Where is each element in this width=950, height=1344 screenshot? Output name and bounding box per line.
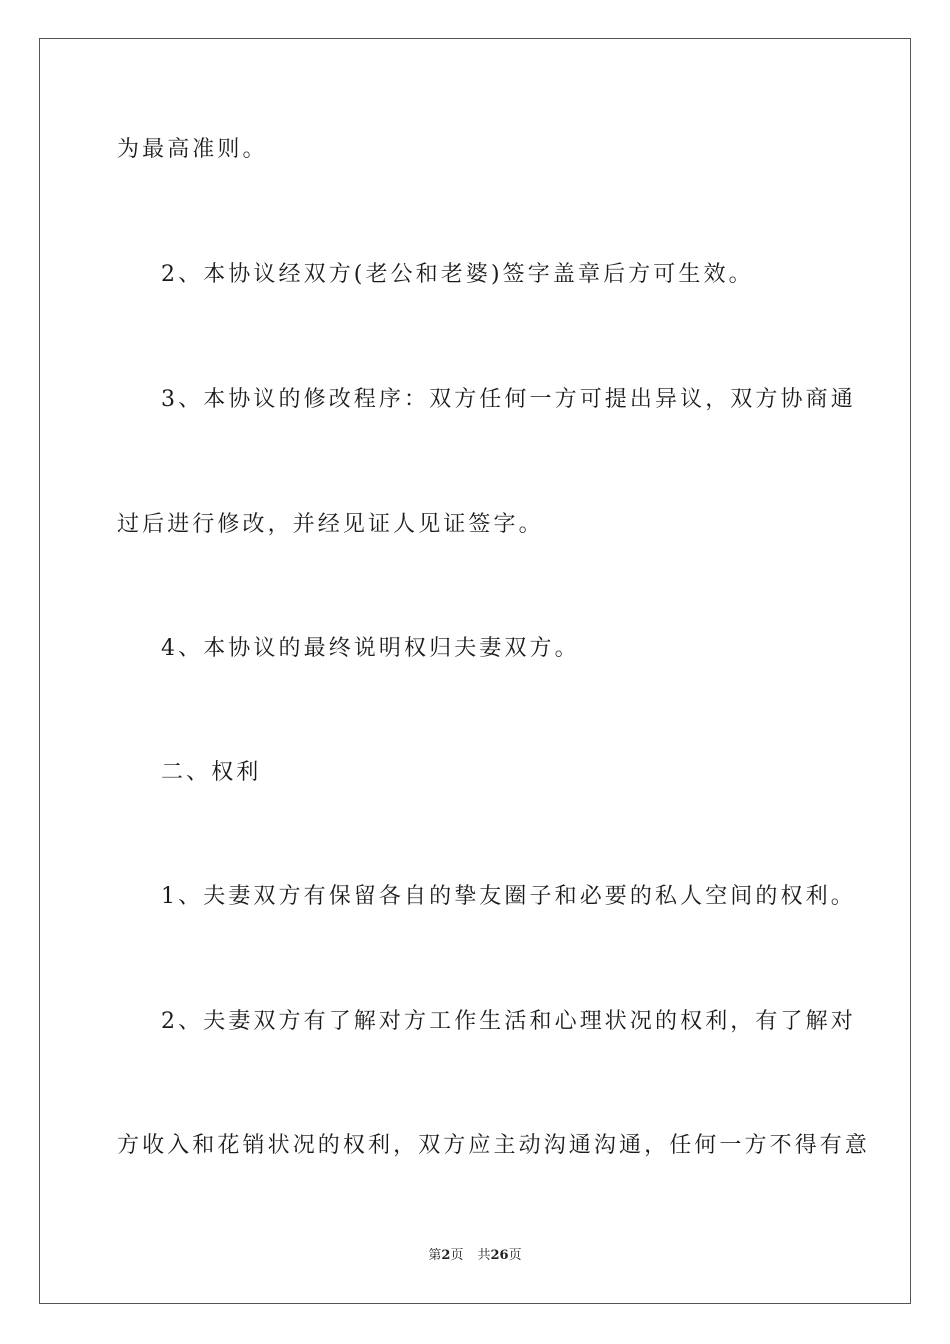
text-line-9: 方收入和花销状况的权利，双方应主动沟通沟通，任何一方不得有意 [117, 1133, 871, 1158]
total-pages: 26 [490, 1248, 509, 1263]
text-line-3: 3、本协议的修改程序：双方任何一方可提出异议，双方协商通 [161, 387, 856, 412]
total-prefix: 共 [477, 1248, 491, 1263]
text-line-5: 4、本协议的最终说明权归夫妻双方。 [161, 636, 580, 661]
page-suffix: 页 [450, 1248, 464, 1263]
page-frame [39, 38, 911, 1304]
page-number: 2 [441, 1248, 451, 1263]
text-line-7: 1、夫妻双方有保留各自的挚友圈子和必要的私人空间的权利。 [161, 884, 856, 909]
text-line-1: 为最高准则。 [117, 137, 268, 162]
total-suffix: 页 [508, 1248, 522, 1263]
page-footer [0, 1247, 950, 1265]
text-line-4: 过后进行修改，并经见证人见证签字。 [117, 512, 544, 537]
text-line-2: 2、本协议经双方(老公和老婆)签字盖章后方可生效。 [161, 262, 754, 287]
page-prefix: 第 [428, 1248, 442, 1263]
text-line-8: 2、夫妻双方有了解对方工作生活和心理状况的权利，有了解对 [161, 1009, 856, 1034]
section-heading-rights: 二、权利 [161, 760, 262, 785]
